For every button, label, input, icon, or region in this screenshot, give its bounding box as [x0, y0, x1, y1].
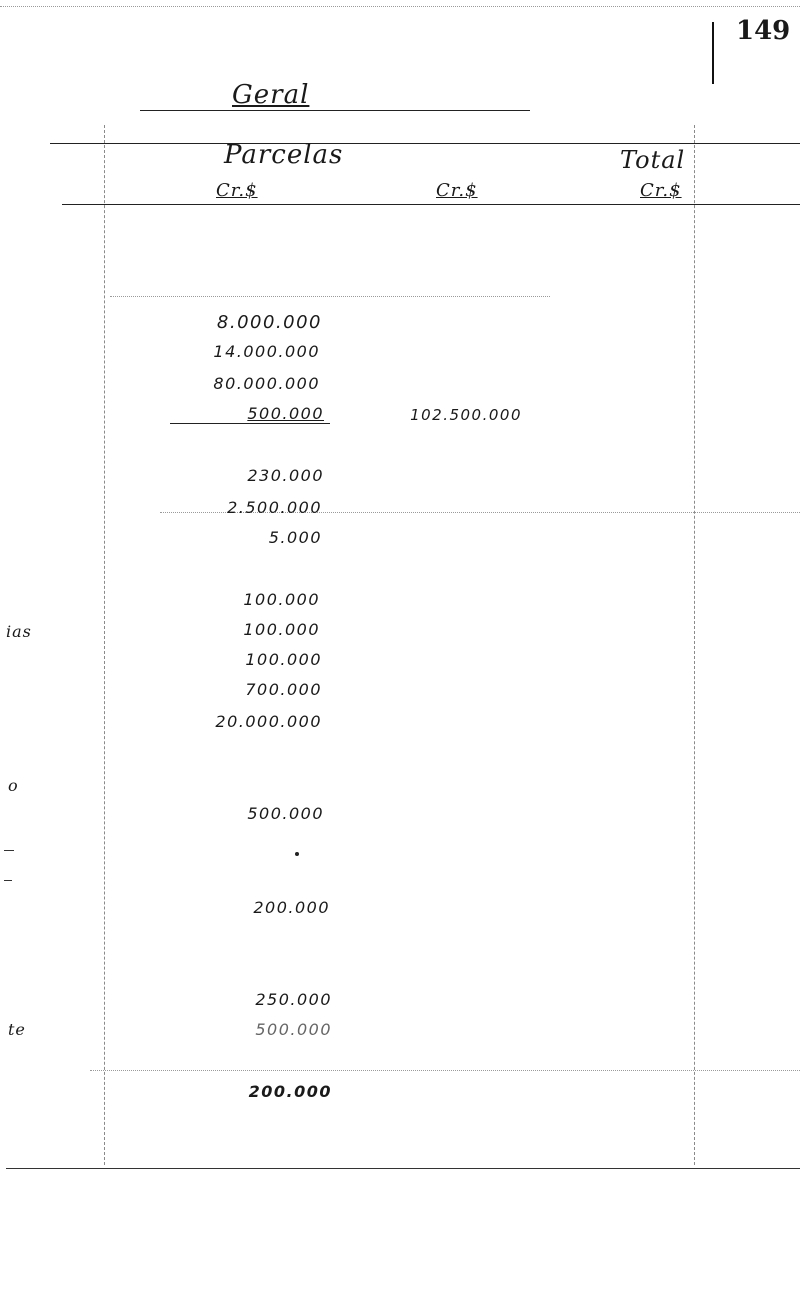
left-column-rule — [104, 125, 105, 1165]
ledger-value: 100.000 — [245, 650, 322, 669]
ledger-value: 8.000.000 — [216, 312, 322, 333]
title-underline — [140, 110, 530, 111]
page-number: 149 — [736, 16, 791, 46]
guide-line — [110, 296, 550, 297]
header-total-unit: Cr.$ — [640, 180, 682, 201]
subtotal-rule — [170, 423, 330, 424]
ledger-value: 500.000 — [255, 1020, 332, 1039]
section-title: Geral — [232, 80, 310, 110]
margin-fragment: te — [8, 1020, 26, 1039]
margin-dash — [4, 880, 12, 881]
ledger-value: 2.500.000 — [227, 498, 322, 517]
ledger-value: 500.000 — [247, 404, 324, 423]
ledger-value: 200.000 — [253, 898, 330, 917]
ledger-value: 5.000 — [268, 528, 322, 547]
ledger-value: 200.000 — [248, 1082, 332, 1101]
ledger-value: 14.000.000 — [213, 342, 320, 361]
margin-fragment: o — [8, 776, 19, 795]
ledger-value: 20.000.000 — [215, 712, 322, 731]
bottom-rule — [6, 1168, 800, 1169]
header-col2-unit: Cr.$ — [436, 180, 478, 201]
ink-dot — [295, 852, 299, 856]
ledger-value: 230.000 — [247, 466, 324, 485]
ledger-value: 250.000 — [255, 990, 332, 1009]
ledger-value: 100.000 — [243, 620, 320, 639]
right-column-rule — [694, 125, 695, 1165]
guide-line — [90, 1070, 800, 1071]
header-total: Total — [620, 146, 686, 174]
header-bottom-rule — [62, 204, 800, 205]
ledger-subtotal: 102.500.000 — [410, 406, 522, 424]
margin-fragment: ias — [6, 622, 32, 641]
header-top-rule — [50, 143, 800, 144]
page-number-bracket — [712, 22, 722, 84]
header-col1-unit: Cr.$ — [216, 180, 258, 201]
header-parcelas: Parcelas — [224, 140, 344, 170]
ledger-value: 100.000 — [243, 590, 320, 609]
top-border — [0, 6, 800, 7]
ledger-value: 700.000 — [245, 680, 322, 699]
margin-dash — [4, 850, 14, 851]
ledger-value: 500.000 — [247, 804, 324, 823]
ledger-value: 80.000.000 — [213, 374, 320, 393]
